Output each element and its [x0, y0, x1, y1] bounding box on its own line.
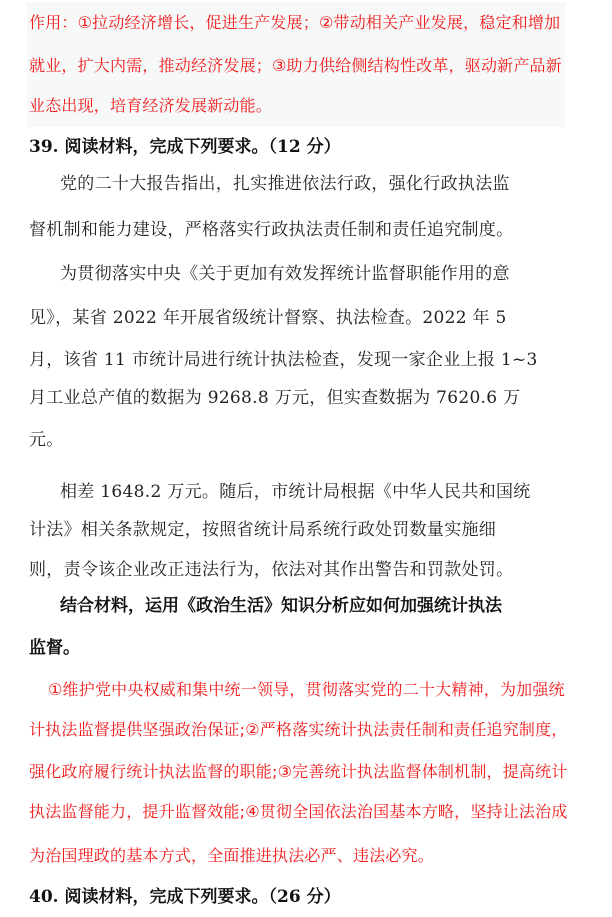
q39-answer-line-4: 执法监督能力，提升监督效能;④贯彻全国依法治国基本方略，坚持让法治成	[29, 802, 568, 821]
q39-question-line-1: 结合材料，运用《政治生活》知识分析应如何加强统计执法	[60, 596, 502, 616]
previous-answer-line-3: 业态出现，培育经济发展新动能。	[29, 96, 273, 115]
q39-answer-line-3: 强化政府履行统计执法监督的职能;③完善统计执法监督体制机制，提高统计	[29, 762, 568, 781]
q39-para1-line-2: 督机制和能力建设，严格落实行政执法责任制和责任追究制度。	[29, 220, 514, 240]
question-39-heading: 39. 阅读材料，完成下列要求。（12 分）	[29, 137, 341, 157]
q39-para3-line-2: 计法》相关条款规定，按照省统计局系统行政处罚数量实施细	[29, 520, 497, 540]
q39-para2-line-2: 见》，某省 2022 年开展省级统计督察、执法检查。2022 年 5	[29, 308, 507, 328]
q39-answer-line-5: 为治国理政的基本方式，全面推进执法必严、违法必究。	[29, 846, 435, 865]
q39-para2-line-4: 月工业总产值的数据为 9268.8 万元，但实查数据为 7620.6 万	[29, 388, 521, 408]
q39-para2-line-5: 元。	[29, 430, 64, 450]
q39-para2-line-1: 为贯彻落实中央《关于更加有效发挥统计监督职能作用的意	[60, 264, 510, 284]
question-40-heading: 40. 阅读材料，完成下列要求。（26 分）	[29, 887, 341, 907]
previous-answer-line-2: 就业，扩大内需，推动经济发展；③助力供给侧结构性改革，驱动新产品新	[29, 56, 562, 75]
q39-question-line-2: 监督。	[29, 638, 80, 658]
q39-answer-line-1: ①维护党中央权威和集中统一领导，贯彻落实党的二十大精神，为加强统	[48, 680, 565, 699]
previous-answer-line-1: 作用：①拉动经济增长，促进生产发展；②带动相关产业发展，稳定和增加	[29, 13, 561, 32]
q39-para3-line-3: 则，责令该企业改正违法行为，依法对其作出警告和罚款处罚。	[29, 560, 514, 580]
q39-para1-line-1: 党的二十大报告指出，扎实推进依法行政，强化行政执法监	[60, 174, 510, 194]
q39-para3-line-1: 相差 1648.2 万元。随后，市统计局根据《中华人民共和国统	[60, 482, 531, 502]
q39-answer-line-2: 计执法监督提供坚强政治保证;②严格落实统计执法责任制和责任追究制度，	[29, 720, 568, 739]
q39-para2-line-3: 月，该省 11 市统计局进行统计执法检查，发现一家企业上报 1~3	[29, 350, 538, 370]
